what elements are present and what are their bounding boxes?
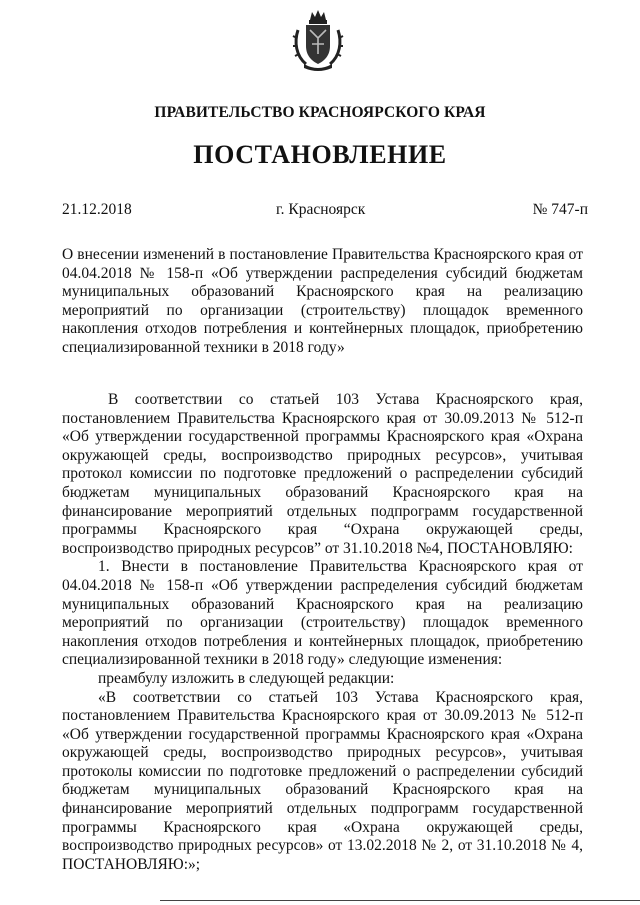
preamble-paragraph: В соответствии со статьей 103 Устава Красноярского края, постановлением Правительства Красноярского края от 30.09.2013 № 512-п «Об утверждении государственной программы Красноярского края «Охрана окружающей среды, воспроизводство природных ресурсов», учитывая протокол комиссии по подготовке предложений о распределении субсидий бюджетам муниципальных образований Красноярского края на финансирование мероприятий отдельных подпрограмм государственной программы Красноярского края “Охрана окружающей среды, воспроизводство природных ресурсов” от 31.10.2018 №4, ПОСТАНОВЛЯЮ: bbox=[62, 391, 583, 557]
organization-title: ПРАВИТЕЛЬСТВО КРАСНОЯРСКОГО КРАЯ bbox=[154, 104, 486, 121]
document-body bbox=[62, 391, 583, 874]
footer-rule bbox=[160, 900, 640, 901]
document-city: г. Красноярск bbox=[276, 201, 366, 218]
quoted-preamble-paragraph: «В соответствии со статьей 103 Устава Красноярского края, постановлением Правительства Красноярского края от 30.09.2013 № 512-п «Об утверждении государственной программы Красноярского края «Охрана окружающей среды, воспроизводство природных ресурсов», учитывая протоколы комиссии по подготовке предложений о распределении субсидий бюджетам муниципальных образований Красноярского края на финансирование мероприятий отдельных подпрограмм государственной программы Красноярского края «Охрана окружающей среды, воспроизводство природных ресурсов» от 13.02.2018 № 2, от 31.10.2018 № 4, ПОСТАНОВЛЯЮ:»; bbox=[62, 688, 583, 873]
document-subject: О внесении изменений в постановление Правительства Красноярского края от 04.04.2018 № 158-п «Об утверждении распределения субсидий бюджетам муниципальных образований Красноярского края на реализацию мероприятий по организации (строительству) площадок временного накопления отходов потребления и контейнерных площадок, приобретению специализированной техники в 2018 году» bbox=[62, 246, 583, 356]
document-number: № 747-п bbox=[532, 201, 588, 218]
document-date: 21.12.2018 bbox=[62, 201, 132, 218]
document-type-title: ПОСТАНОВЛЕНИЕ bbox=[193, 140, 447, 169]
coat-of-arms-icon bbox=[292, 8, 344, 72]
item-1-paragraph: 1. Внести в постановление Правительства Красноярского края от 04.04.2018 № 158-п «Об утверждении распределения субсидий бюджетам муниципальных образований Красноярского края на реализацию мероприятий по организации (строительству) площадок временного накопления отходов потребления и контейнерных площадок, приобретению специализированной техники в 2018 году» следующие изменения: bbox=[62, 558, 583, 669]
item-1-sub-paragraph: преамбулу изложить в следующей редакции: bbox=[98, 669, 395, 687]
